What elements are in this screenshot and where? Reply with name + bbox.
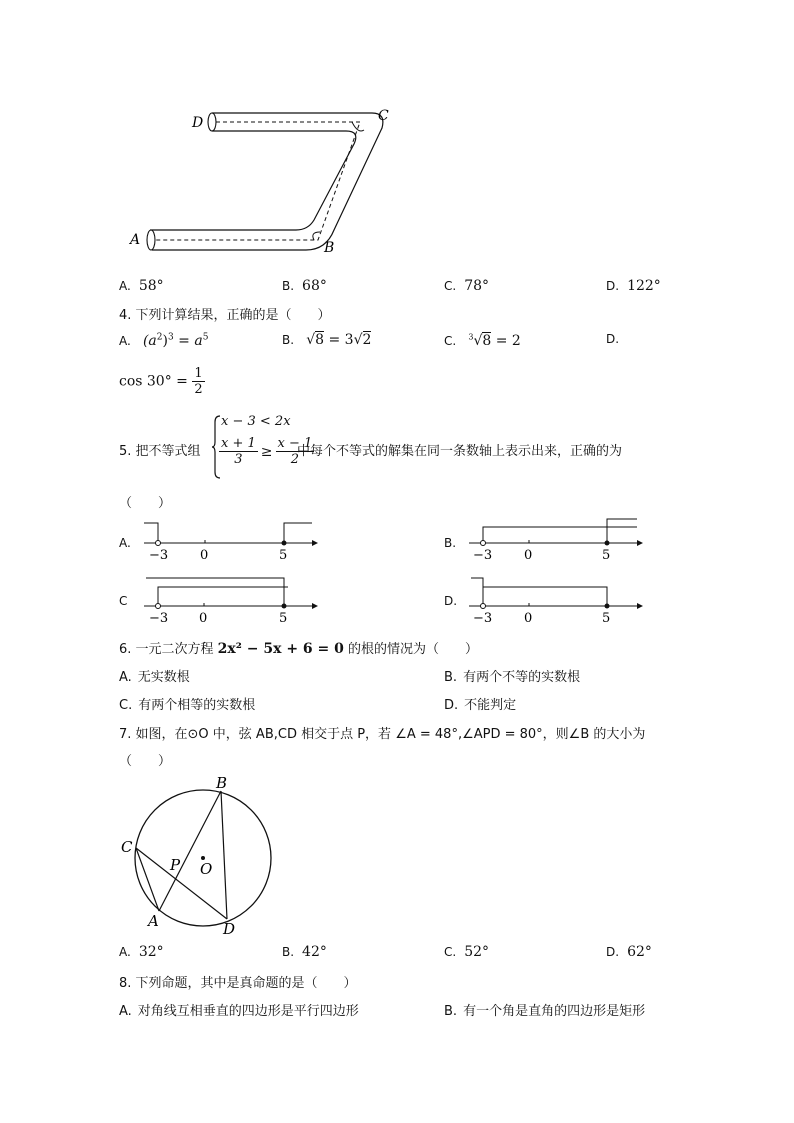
q4-option-b[interactable] (282, 332, 371, 348)
q5-option-b[interactable] (444, 536, 464, 551)
circle-label-o: O (200, 860, 213, 878)
option-label: C. (119, 698, 133, 713)
q5-relation: ≥ (260, 443, 273, 460)
option-value: 42° (302, 944, 327, 960)
q4-d-lhs: cos 30° = (119, 373, 188, 390)
tick-neg3: −3 (473, 548, 493, 563)
circle-label-d: D (223, 920, 236, 938)
option-label: C. (444, 333, 457, 348)
pipe-label-a: A (130, 232, 141, 248)
numberline-a (140, 518, 320, 568)
tick-5: 5 (279, 611, 288, 626)
option-value: 32° (138, 944, 164, 960)
option-label: B. (282, 333, 295, 347)
q8-option-a[interactable] (119, 1000, 359, 1019)
option-label: A. (119, 333, 131, 348)
option-text: 不能判定 (464, 698, 517, 713)
q6-stem-prefix: 6. 一元二次方程 (119, 642, 218, 657)
option-label: D. (606, 279, 620, 293)
q4-c-radicand: 8 (482, 332, 492, 349)
q4-option-a[interactable] (119, 332, 208, 349)
tick-neg3: −3 (149, 548, 169, 563)
option-label: D. (444, 698, 459, 713)
q4-d-fraction (192, 366, 204, 397)
option-label: A. (119, 670, 132, 685)
frac-num: x − 1 (277, 436, 313, 451)
option-label: B. (444, 670, 458, 685)
q7-stem: 7. 如图，在⊙O 中，弦 AB,CD 相交于点 P，若 ∠A = 48°,∠APD = 80°，则∠B 的大小为 (119, 727, 646, 742)
option-text: 有两个相等的实数根 (138, 698, 256, 713)
option-text: 有两个不等的实数根 (463, 670, 581, 685)
frac-den: 3 (234, 452, 243, 467)
option-label: A. (119, 279, 131, 293)
option-value: 78° (464, 278, 490, 294)
option-value: 52° (464, 944, 490, 960)
q8-option-b[interactable] (444, 1000, 645, 1019)
pipe-label-c: C (378, 108, 389, 124)
option-text: 有一个角是直角的四边形是矩形 (463, 1004, 646, 1019)
option-text: 无实数根 (137, 670, 190, 685)
q4-a-outer-exp: 3 (167, 332, 174, 342)
option-label: A. (119, 1004, 132, 1019)
option-label: B. (444, 1004, 458, 1019)
q4-d-expression (119, 366, 205, 397)
q4-b-rhs-radicand: 2 (362, 332, 372, 348)
q4-a-expression (143, 333, 208, 349)
numberline-c (140, 574, 320, 626)
q5-suffix: 中每个不等式的解集在同一条数轴上表示出来，正确的为 (297, 444, 623, 459)
pipe-label-b: B (324, 240, 335, 256)
q4-c-eq: = 2 (491, 332, 521, 349)
q3-option-d[interactable] (606, 278, 661, 294)
option-label: C. (444, 945, 457, 959)
pipe-figure (120, 100, 400, 260)
q4-option-c[interactable] (444, 332, 521, 349)
option-label: A. (119, 945, 131, 959)
option-label: B. (444, 536, 457, 550)
q5-frac-left (219, 436, 258, 467)
q5-option-d[interactable] (444, 594, 465, 609)
q6-equation: 2x² − 5x + 6 = 0 (217, 641, 344, 657)
option-label: C (119, 594, 128, 608)
q4-b-eq: = 3 (324, 332, 354, 348)
q6-option-c[interactable] (119, 694, 255, 713)
tick-0: 0 (524, 611, 533, 626)
option-label: C. (444, 279, 457, 293)
tick-5: 5 (602, 548, 611, 563)
q6-option-b[interactable] (444, 666, 580, 685)
option-value: 68° (302, 278, 327, 294)
q4-stem: 4. 下列计算结果，正确的是（ ） (119, 308, 331, 323)
q5-option-c[interactable] (119, 594, 135, 609)
q7-option-a[interactable] (119, 944, 164, 960)
circle-label-a: A (148, 912, 159, 930)
option-text: 对角线互相垂直的四边形是平行四边形 (137, 1004, 359, 1019)
tick-neg3: −3 (149, 611, 169, 626)
option-value: 58° (138, 278, 164, 294)
q4-a-eq: = a (173, 332, 203, 349)
option-value: 122° (627, 278, 661, 294)
tick-neg3: −3 (473, 611, 493, 626)
numberline-d (465, 574, 645, 626)
q7-option-d[interactable] (606, 944, 652, 960)
q4-c-index: 3 (468, 332, 474, 341)
q7-option-b[interactable] (282, 944, 327, 960)
numberline-b (465, 514, 645, 568)
q4-c-expression: $^3$√8 = 2 (468, 332, 521, 349)
circle-label-b: B (216, 774, 228, 792)
frac-den: 2 (290, 452, 300, 467)
q5-option-a[interactable] (119, 536, 139, 551)
q4-b-radicand: 8 (315, 332, 325, 348)
q5-inequality-1: x − 3 < 2x (221, 414, 291, 429)
q4-a-base: (a (142, 332, 157, 349)
tick-0: 0 (524, 548, 533, 563)
frac-num: x + 1 (221, 436, 256, 451)
option-label: D. (606, 945, 620, 959)
pipe-label-d: D (192, 115, 204, 131)
q3-option-a[interactable] (119, 278, 164, 294)
q6-stem-suffix: 的根的情况为（ ） (343, 642, 479, 657)
circle-label-p: P (170, 856, 181, 874)
tick-5: 5 (602, 611, 611, 626)
q7-paren: （ ） (119, 754, 172, 769)
tick-5: 5 (279, 548, 288, 563)
q4-b-expression: √8 = 3√2 (306, 332, 372, 348)
q6-option-d[interactable] (444, 694, 516, 713)
option-label: B. (282, 279, 295, 293)
tick-0: 0 (200, 548, 209, 563)
q6-option-a[interactable] (119, 666, 190, 685)
circle-label-c: C (121, 838, 133, 856)
option-label: B. (282, 945, 295, 959)
q6-stem (119, 638, 478, 657)
option-value: 62° (627, 944, 652, 960)
q4-a-inner-exp: 2 (156, 332, 163, 342)
q5-prefix: 5. 把不等式组 (119, 444, 201, 459)
q3-option-b[interactable] (282, 278, 327, 294)
q4-d-num: 1 (194, 366, 203, 381)
tick-0: 0 (199, 611, 208, 626)
option-label: D. (444, 594, 458, 608)
q7-option-c[interactable] (444, 944, 489, 960)
q4-a-res-exp: 5 (202, 332, 209, 342)
q8-stem: 8. 下列命题，其中是真命题的是（ ） (119, 976, 357, 991)
option-label: A. (119, 536, 131, 550)
q4-option-d[interactable] (606, 332, 627, 347)
q3-option-c[interactable] (444, 278, 489, 294)
option-label: D. (606, 332, 620, 346)
q5-paren: （ ） (119, 496, 172, 511)
q4-a-close: ) (162, 332, 168, 349)
circle-figure (115, 772, 280, 942)
q4-d-den: 2 (194, 382, 203, 397)
